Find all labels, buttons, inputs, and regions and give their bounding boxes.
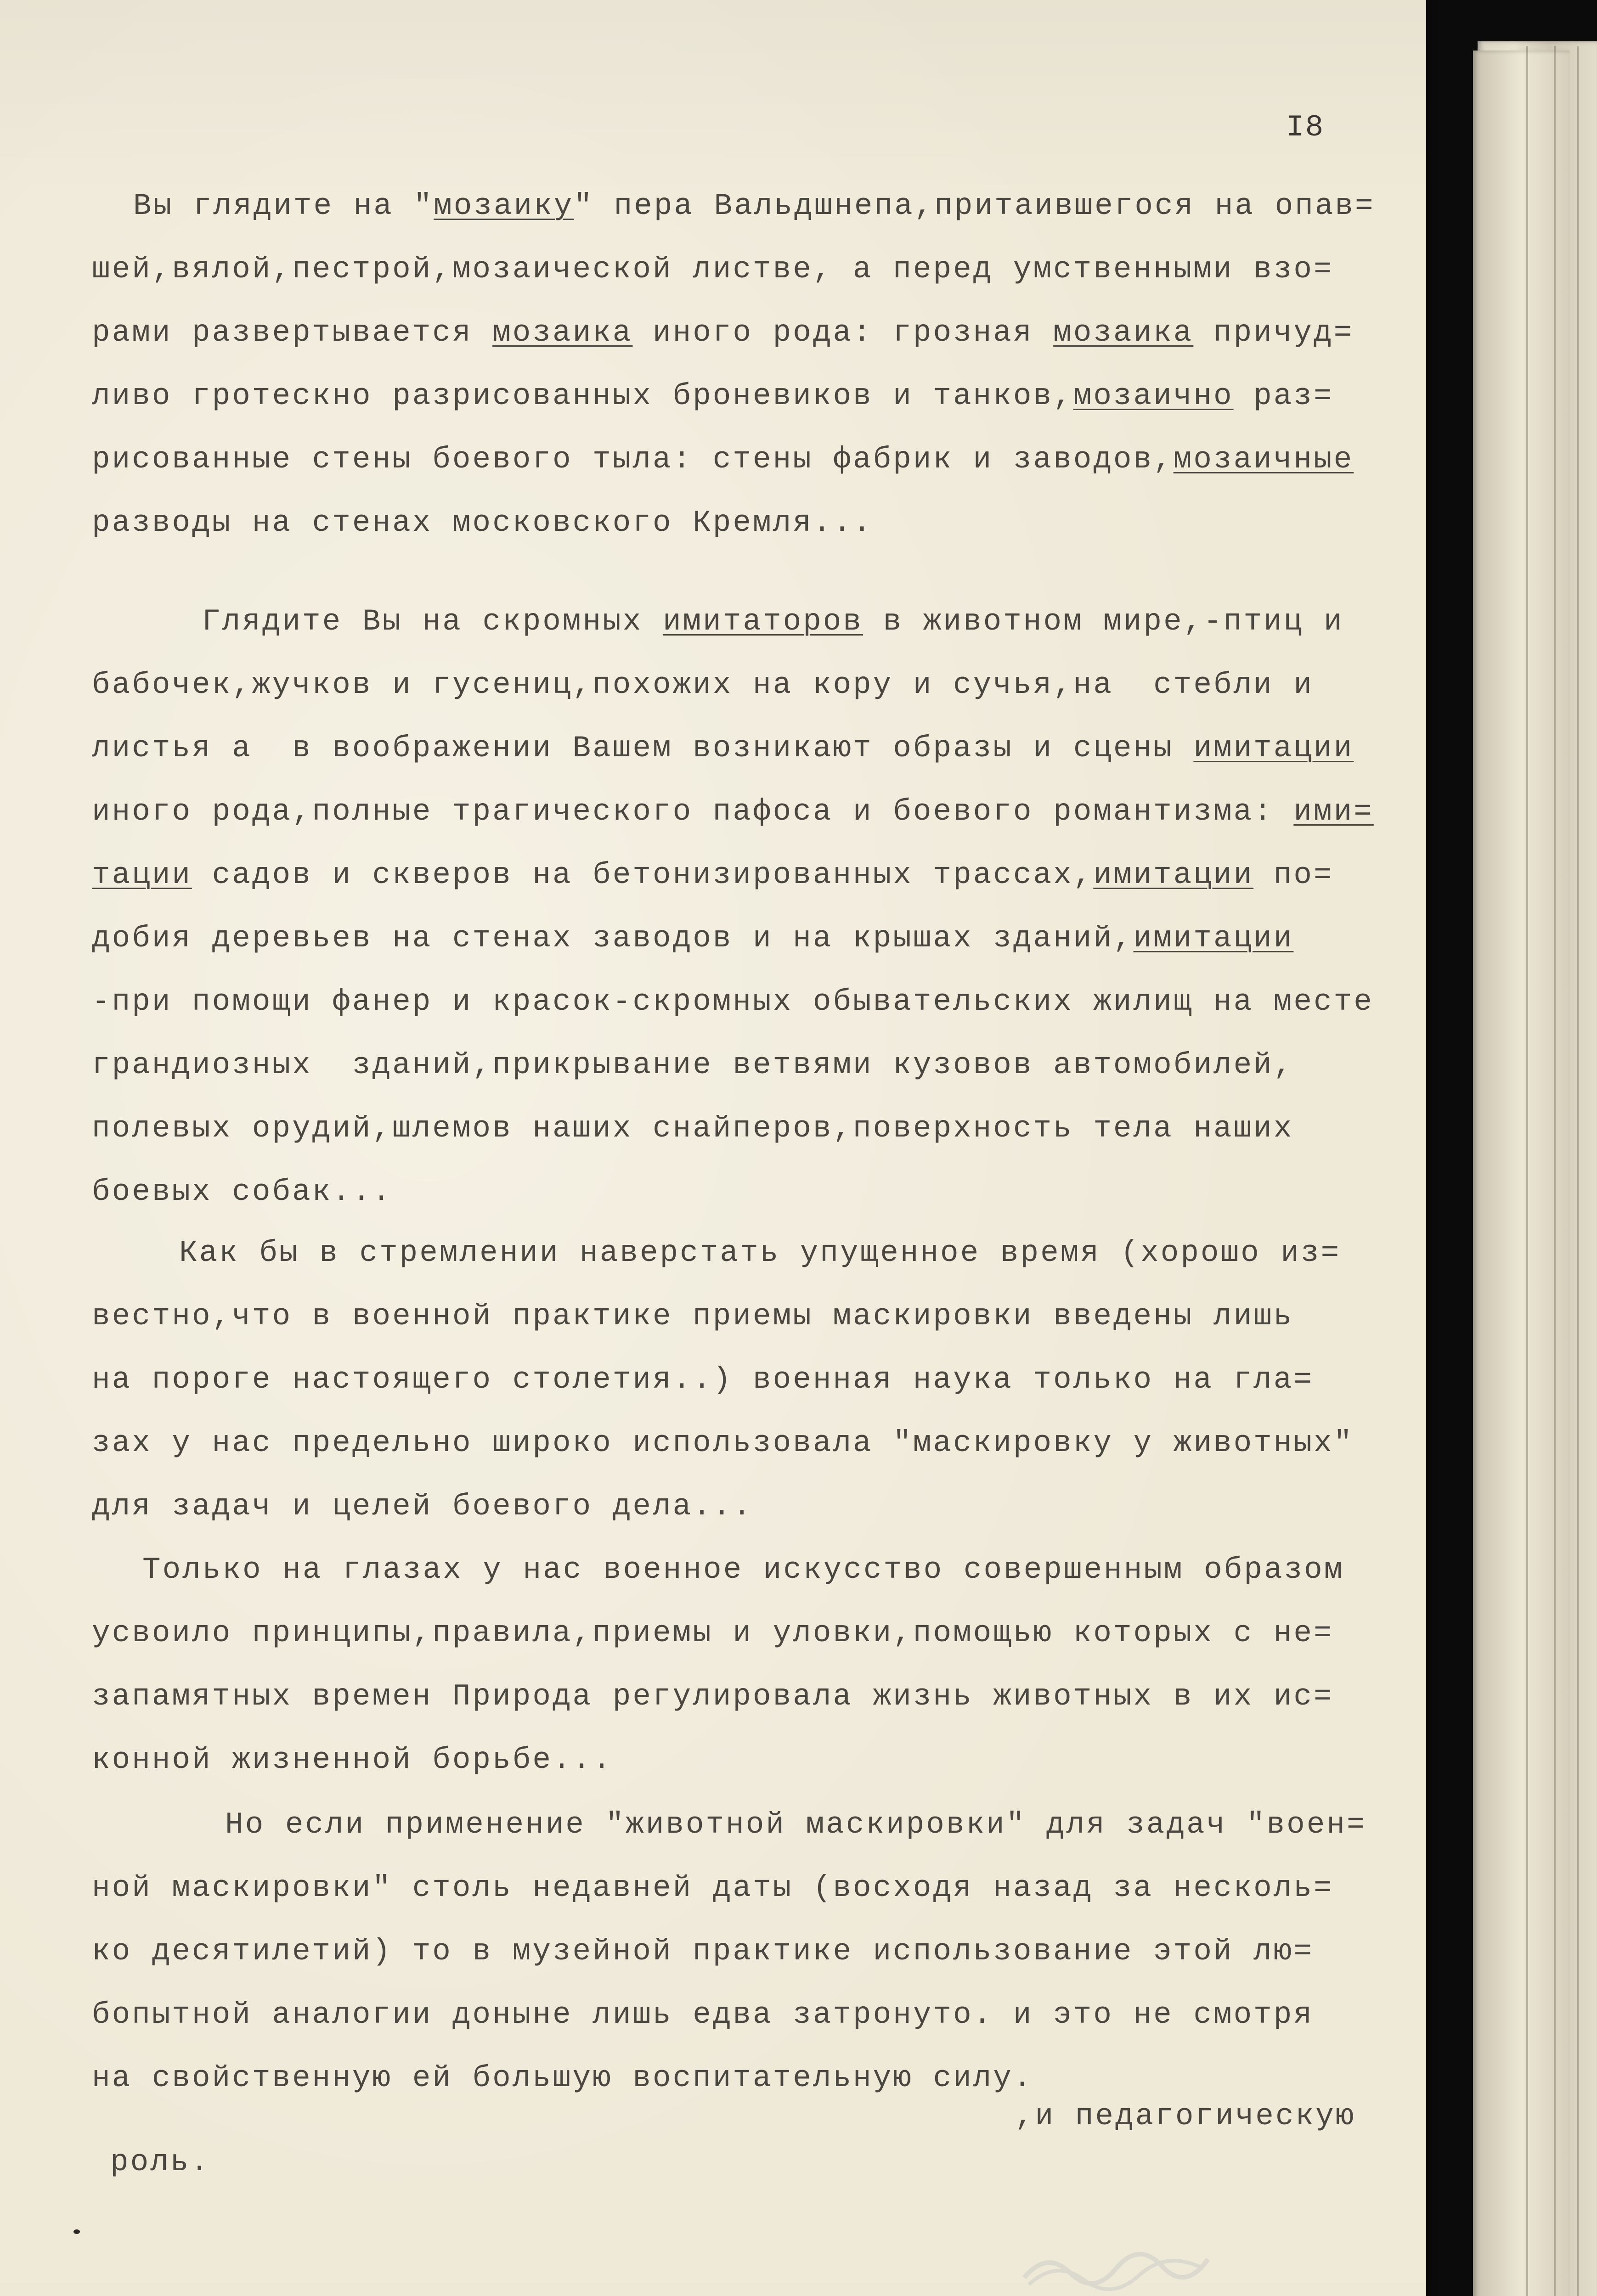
underlined-term: мозаику	[434, 189, 574, 223]
text-line	[92, 301, 1354, 365]
line-text: роль.	[110, 2145, 211, 2179]
text-line	[225, 1793, 1367, 1857]
text-line	[92, 365, 1334, 428]
text-line	[92, 844, 1334, 907]
page-stack-divider	[1577, 46, 1579, 2296]
line-text: ливо гротескно разрисованных броневиков и танков,	[92, 379, 1073, 413]
line-text: запамятных времен Природа регулировала жизнь животных в их ис=	[92, 1679, 1334, 1714]
underlined-term: имитаторов	[662, 604, 863, 639]
line-text: иного рода,полные трагического пафоса и боевого романтизма:	[92, 794, 1294, 829]
line-text: Но если применение "животной маскировки" для задач "воен=	[225, 1807, 1367, 1842]
line-text: шей,вялой,пестрой,мозаической листве, а перед умственными взо=	[92, 252, 1334, 287]
text-line	[92, 907, 1293, 970]
faint-stamp-mark	[1020, 2241, 1213, 2291]
text-line	[179, 1221, 1341, 1285]
line-text: вестно,что в военной практике приемы маскировки введены лишь	[92, 1299, 1294, 1334]
text-line	[92, 1602, 1334, 1665]
line-text: конной жизненной борьбе...	[92, 1743, 613, 1777]
line-text: по=	[1253, 858, 1334, 892]
line-text: грандиозных зданий,прикрывание ветвями кузовов автомобилей,	[92, 1048, 1294, 1082]
text-line	[92, 1160, 392, 1224]
page-number: I8	[1286, 110, 1325, 145]
line-text: листья а в воображении Вашем возникают образы и сцены	[92, 731, 1194, 765]
text-line	[202, 590, 1344, 653]
line-text: рисованные стены боевого тыла: стены фабрик и заводов,	[92, 442, 1174, 477]
text-line	[92, 1920, 1314, 1983]
line-text: ной маскировки" столь недавней даты (восходя назад за несколь=	[92, 1871, 1334, 1905]
line-text: усвоило принципы,правила,приемы и уловки,помощью которых с не=	[92, 1616, 1334, 1650]
line-text: рами развертывается	[92, 315, 493, 350]
text-line	[133, 174, 1375, 238]
line-text: причуд=	[1193, 315, 1354, 350]
text-line	[92, 238, 1334, 301]
page-stack-divider	[1554, 46, 1556, 2296]
underlined-term: мозаичные	[1173, 442, 1354, 477]
line-text: " пера Вальдшнепа,притаившегося на опав=	[574, 189, 1375, 223]
text-line	[92, 1475, 753, 1538]
text-line	[92, 1728, 613, 1792]
line-text: ,и педагогическую	[1015, 2099, 1356, 2133]
line-text: для задач и целей боевого дела...	[92, 1489, 753, 1524]
line-text: в животном мире,-птиц и	[863, 604, 1344, 639]
text-line	[1015, 2085, 1355, 2148]
line-text: на пороге настоящего столетия..) военная наука только на гла=	[92, 1362, 1314, 1397]
text-line	[92, 1285, 1293, 1348]
text-line	[92, 491, 873, 555]
text-line	[110, 2131, 210, 2194]
line-text: Только на глазах у нас военное искусство совершенным образом	[142, 1553, 1344, 1587]
line-text: бабочек,жучков и гусениц,похожих на кору и сучья,на стебли и	[92, 668, 1314, 702]
underlined-term: мозаично	[1073, 379, 1234, 413]
line-text: бопытной аналогии доныне лишь едва затронуто. и это не смотря	[92, 1998, 1314, 2032]
line-text: Вы глядите на "	[133, 189, 434, 223]
ink-mark	[73, 2229, 80, 2234]
text-line	[92, 2047, 1033, 2110]
text-line	[92, 428, 1354, 491]
text-line	[92, 717, 1354, 780]
underlined-term: имитации	[1093, 858, 1254, 892]
line-text: ко десятилетий) то в музейной практике использование этой лю=	[92, 1934, 1314, 1969]
line-text: раз=	[1233, 379, 1334, 413]
line-text: на свойственную ей большую воспитательную силу.	[92, 2061, 1033, 2095]
line-text: Как бы в стремлении наверстать упущенное время (хорошо из=	[179, 1236, 1341, 1270]
line-text: иного рода: грозная	[632, 315, 1054, 350]
text-line	[92, 1857, 1334, 1920]
text-line	[142, 1538, 1344, 1602]
line-text: зах у нас предельно широко использовала "маскировку у животных"	[92, 1426, 1354, 1460]
page-stack-divider	[1526, 46, 1528, 2296]
underlined-term: ими=	[1293, 794, 1374, 829]
text-line	[92, 653, 1314, 717]
line-text: полевых орудий,шлемов наших снайперов,поверхность тела наших	[92, 1111, 1294, 1146]
line-text: -при помощи фанер и красок-скромных обывательских жилищ на месте	[92, 985, 1374, 1019]
underlined-term: имитации	[1193, 731, 1354, 765]
line-text: Глядите Вы на скромных	[202, 604, 663, 639]
line-text: боевых собак...	[92, 1175, 393, 1209]
text-line	[92, 970, 1374, 1034]
text-line	[92, 1097, 1293, 1160]
underlined-term: тации	[92, 858, 192, 892]
text-line	[92, 1983, 1314, 2047]
text-line	[92, 1348, 1314, 1412]
text-line	[92, 1412, 1354, 1475]
underlined-term: мозаика	[492, 315, 633, 350]
text-line	[92, 1034, 1293, 1097]
text-line	[92, 780, 1374, 844]
underlined-term: имитации	[1133, 921, 1294, 956]
line-text: разводы на стенах московского Кремля...	[92, 506, 873, 540]
line-text: садов и скверов на бетонизированных трассах,	[192, 858, 1094, 892]
line-text: добия деревьев на стенах заводов и на крышах зданий,	[92, 921, 1134, 956]
text-line	[92, 1665, 1334, 1728]
underlined-term: мозаика	[1053, 315, 1194, 350]
